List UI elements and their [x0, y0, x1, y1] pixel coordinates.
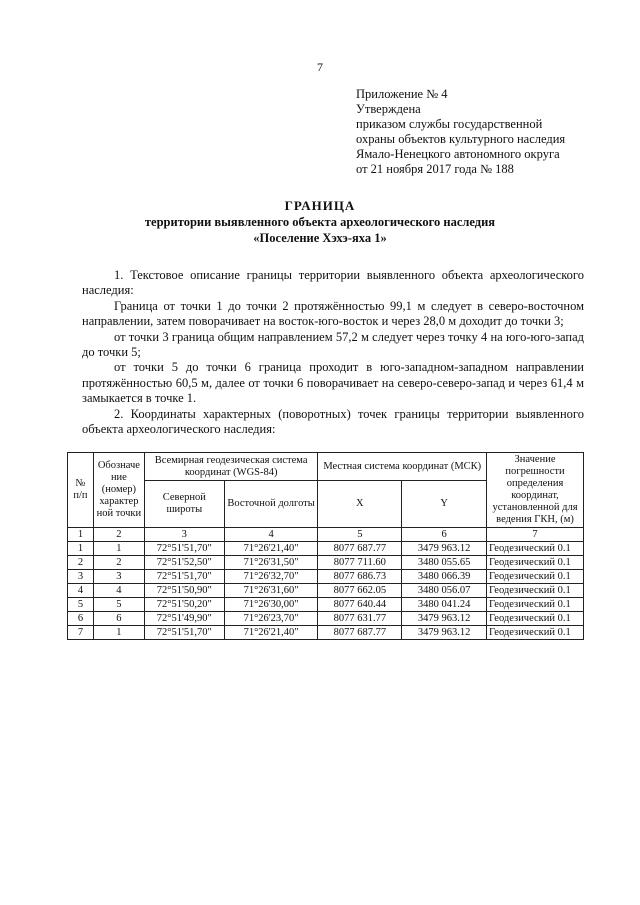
header-lon: Восточной долготы: [224, 481, 318, 528]
column-number: 3: [144, 528, 224, 542]
table-cell: Геодезический 0.1: [487, 570, 584, 584]
table-cell: 6: [68, 612, 94, 626]
approval-block: [356, 87, 565, 177]
paragraph: 1. Текстовое описание границы территории выявленного объекта археологического наследия:: [82, 268, 584, 298]
paragraph: от точки 5 до точки 6 граница проходит в юго-западном-западном направлении протяжённостью 60,5 м, далее от точки 6 поворачивает на северо-северо-запад и через 61,4 м замыкается в точке 1.: [82, 360, 584, 406]
table-row: [68, 584, 584, 598]
table-cell: 1: [93, 626, 144, 640]
approval-line: приказом службы государственной: [356, 117, 543, 131]
table-cell: 3480 041.24: [402, 598, 487, 612]
table-row: [68, 570, 584, 584]
approval-line: охраны объектов культурного наследия: [356, 132, 566, 146]
header-x: X: [318, 481, 402, 528]
table-cell: 3479 963.12: [402, 626, 487, 640]
table-cell: 2: [93, 556, 144, 570]
title-heading: ГРАНИЦА: [284, 198, 356, 213]
table-row: [68, 612, 584, 626]
header-local: Местная система координат (МСК): [318, 453, 487, 481]
table-cell: 5: [68, 598, 94, 612]
paragraph: 2. Координаты характерных (поворотных) точек границы территории выявленного объекта археологического наследия:: [82, 406, 584, 437]
table-cell: 3480 055.65: [402, 556, 487, 570]
paragraph: Граница от точки 1 до точки 2 протяжённостью 99,1 м следует в северо-восточном направлении, затем поворачивает на восток-юго-восток и через 28,0 м доходит до точки 3;: [82, 298, 584, 329]
table-cell: 71°26'32,70": [224, 570, 318, 584]
table-cell: 72°51'52,50": [144, 556, 224, 570]
approval-line: от 21 ноября 2017 года № 188: [356, 162, 514, 176]
table-cell: 8077 662.05: [318, 584, 402, 598]
table-cell: 72°51'51,70": [144, 626, 224, 640]
table-cell: Геодезический 0.1: [487, 556, 584, 570]
table-cell: 1: [93, 542, 144, 556]
table-row: [68, 542, 584, 556]
table-cell: 1: [68, 542, 94, 556]
table-cell: Геодезический 0.1: [487, 584, 584, 598]
approval-line: Утверждена: [356, 102, 421, 116]
header-num: № п/п: [68, 453, 94, 528]
table-cell: 4: [68, 584, 94, 598]
table-cell: 71°26'21,40": [224, 542, 318, 556]
page-number: 7: [317, 60, 323, 74]
table-cell: 8077 640.44: [318, 598, 402, 612]
table-cell: Геодезический 0.1: [487, 612, 584, 626]
title-subheading: территории выявленного объекта археологического наследия: [144, 215, 496, 229]
table-cell: 71°26'31,60": [224, 584, 318, 598]
table-cell: 8077 687.77: [318, 542, 402, 556]
column-number: 4: [224, 528, 318, 542]
table-cell: Геодезический 0.1: [487, 598, 584, 612]
table-cell: 71°26'31,50": [224, 556, 318, 570]
title-object-name: «Поселение Хэхэ-яха 1»: [253, 231, 387, 245]
table-cell: 71°26'23,70": [224, 612, 318, 626]
column-number: 7: [487, 528, 584, 542]
column-number: 1: [68, 528, 94, 542]
table-cell: 71°26'30,00": [224, 598, 318, 612]
paragraph: от точки 3 граница общим направлением 57,2 м следует через точку 4 на юго-юго-запад до точки 5;: [82, 329, 584, 360]
table-cell: Геодезический 0.1: [487, 626, 584, 640]
table-cell: 72°51'49,90": [144, 612, 224, 626]
table-cell: 72°51'50,90": [144, 584, 224, 598]
header-y: Y: [402, 481, 487, 528]
table-cell: 72°51'50,20": [144, 598, 224, 612]
table-cell: 4: [93, 584, 144, 598]
coordinates-table: [67, 452, 584, 640]
table-cell: 3479 963.12: [402, 542, 487, 556]
table-cell: 7: [68, 626, 94, 640]
table-cell: 8077 711.60: [318, 556, 402, 570]
table-cell: 3: [93, 570, 144, 584]
table-cell: 3480 056.07: [402, 584, 487, 598]
table-cell: Геодезический 0.1: [487, 542, 584, 556]
column-number-row: [68, 528, 584, 542]
table-cell: 3480 066.39: [402, 570, 487, 584]
header-lat: Северной широты: [144, 481, 224, 528]
table-row: [68, 598, 584, 612]
table-cell: 2: [68, 556, 94, 570]
document-title: [0, 197, 640, 246]
body-text: [82, 268, 584, 437]
table-cell: 5: [93, 598, 144, 612]
table-cell: 72°51'51,70": [144, 542, 224, 556]
header-wgs: Всемирная геодезическая система координат (WGS-84): [144, 453, 318, 481]
table-cell: 71°26'21,40": [224, 626, 318, 640]
table-cell: 8077 686.73: [318, 570, 402, 584]
table-cell: 6: [93, 612, 144, 626]
header-designation: Обозначе ние (номер) характер ной точки: [93, 453, 144, 528]
approval-line: Приложение № 4: [356, 87, 448, 101]
table-cell: 8077 631.77: [318, 612, 402, 626]
header-error: Значение погрешности определения координат, установленной для ведения ГКН, (м): [487, 453, 584, 528]
table-row: [68, 626, 584, 640]
table-cell: 72°51'51,70": [144, 570, 224, 584]
column-number: 6: [402, 528, 487, 542]
table-cell: 8077 687.77: [318, 626, 402, 640]
column-number: 5: [318, 528, 402, 542]
approval-line: Ямало-Ненецкого автономного округа: [356, 147, 560, 161]
table-body: [68, 528, 584, 640]
table-cell: 3: [68, 570, 94, 584]
table-cell: 3479 963.12: [402, 612, 487, 626]
table-row: [68, 556, 584, 570]
column-number: 2: [93, 528, 144, 542]
